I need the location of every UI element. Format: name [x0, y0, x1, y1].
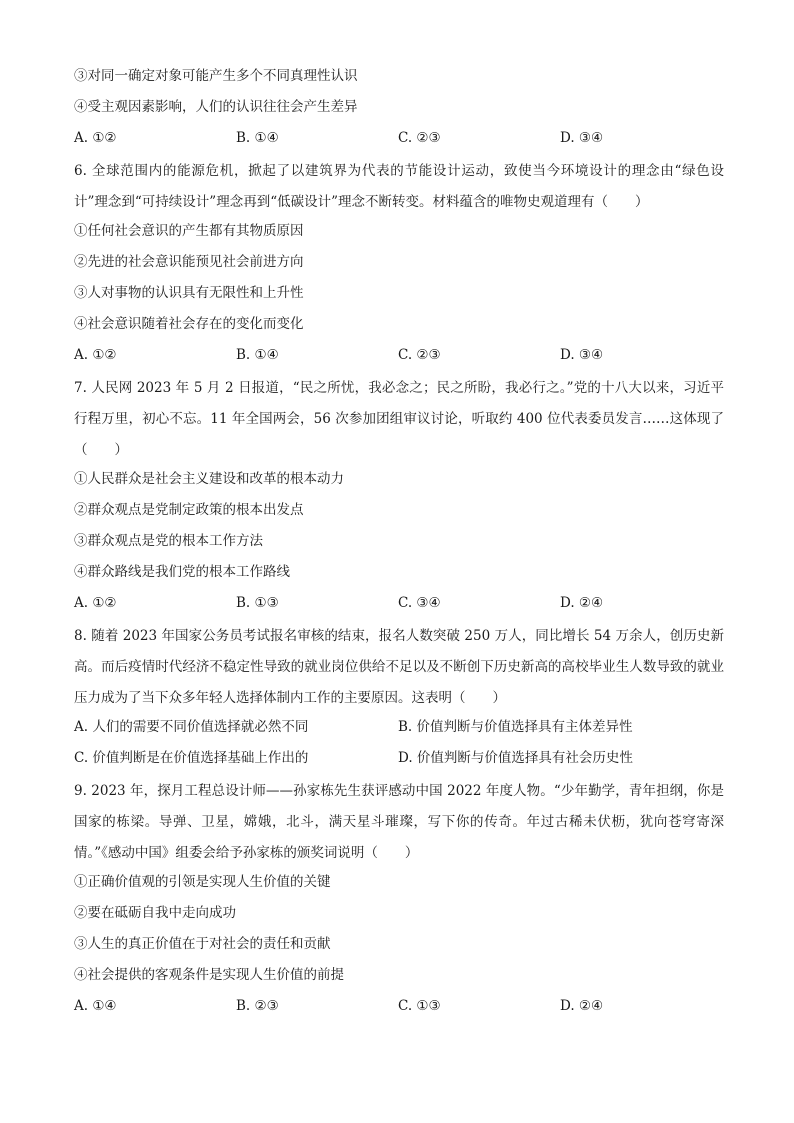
q9-option-d[interactable]: D. ②④ — [560, 998, 604, 1014]
q5-options — [74, 125, 724, 156]
q6-option-c[interactable]: C. ②③ — [398, 347, 441, 363]
q6-statement-4: ④社会意识随着社会存在的变化而变化 — [74, 316, 304, 332]
q8-option-c[interactable]: C. 价值判断是在价值选择基础上作出的 — [74, 750, 309, 766]
q7-statement-4: ④群众路线是我们党的根本工作路线 — [74, 564, 290, 580]
q7-statement-1: ①人民群众是社会主义建设和改革的根本动力 — [74, 471, 344, 487]
q7-statement-3: ③群众观点是党的根本工作方法 — [74, 533, 263, 549]
q6-stem: 6. 全球范围内的能源危机，掀起了以建筑界为代表的节能设计运动，致使当今环境设计的理念由“绿色设计”理念到“可持续设计”理念再到“低碳设计”理念不断转变。材料蕴含的唯物史观道理有（ ） — [74, 163, 724, 210]
q6-option-b[interactable]: B. ①④ — [236, 347, 279, 363]
q5-statement-3: ③对同一确定对象可能产生多个不同真理性认识 — [74, 68, 358, 84]
q7-option-c[interactable]: C. ③④ — [398, 595, 441, 611]
q9-statement-2: ②要在砥砺自我中走向成功 — [74, 905, 236, 921]
q6-statement-3: ③人对事物的认识具有无限性和上升性 — [74, 285, 304, 301]
q9-option-b[interactable]: B. ②③ — [236, 998, 279, 1014]
q6-option-d[interactable]: D. ③④ — [560, 347, 604, 363]
q9-stem: 9. 2023 年，探月工程总设计师——孙家栋先生获评感动中国 2022 年度人物。“少年勤学，青年担纲，你是国家的栋梁。导弹、卫星，嫦娥，北斗，满天星斗璀璨，写下你的传奇。年过古稀未伏枥，犹向苍穹寄深情。”《感动中国》组委会给予孙家栋的颁奖词说明（ ） — [74, 783, 724, 861]
q6-statement-1: ①任何社会意识的产生都有其物质原因 — [74, 223, 304, 239]
q8-stem: 8. 随着 2023 年国家公务员考试报名审核的结束，报名人数突破 250 万人，同比增长 54 万余人，创历史新高。而后疫情时代经济不稳定性导致的就业岗位供给不足以及不断创下历史新高的高校毕业生人数导致的就业压力成为了当下众多年轻人选择体制内工作的主要原因。这表明（ ） — [74, 628, 724, 706]
q7-option-b[interactable]: B. ①③ — [236, 595, 279, 611]
q9-statement-3: ③人生的真正价值在于对社会的责任和贡献 — [74, 936, 331, 952]
q7-stem: 7. 人民网 2023 年 5 月 2 日报道，“民之所忧，我必念之；民之所盼，我必行之。”党的十八大以来，习近平行程万里，初心不忘。11 年全国两会，56 次参加团组审议讨论，听取约 400 位代表委员发言……这体现了（ ） — [74, 380, 724, 458]
q7-options — [74, 590, 724, 621]
q9-option-c[interactable]: C. ①③ — [398, 998, 441, 1014]
q5-option-a[interactable]: A. ①② — [74, 130, 117, 146]
q5-option-d[interactable]: D. ③④ — [560, 130, 604, 146]
q9-statement-4: ④社会提供的客观条件是实现人生价值的前提 — [74, 967, 344, 983]
q9-option-a[interactable]: A. ①④ — [74, 998, 117, 1014]
q6-statement-2: ②先进的社会意识能预见社会前进方向 — [74, 254, 304, 270]
q8-option-b[interactable]: B. 价值判断与价值选择具有主体差异性 — [398, 719, 633, 735]
q8-options-row-2 — [74, 745, 724, 776]
q7-option-d[interactable]: D. ②④ — [560, 595, 604, 611]
q7-statement-2: ②群众观点是党制定政策的根本出发点 — [74, 502, 304, 518]
q8-options-row-1 — [74, 714, 724, 745]
q5-statement-4: ④受主观因素影响，人们的认识往往会产生差异 — [74, 99, 358, 115]
q9-statement-1: ①正确价值观的引领是实现人生价值的关键 — [74, 874, 331, 890]
q5-option-b[interactable]: B. ①④ — [236, 130, 279, 146]
exam-page — [74, 63, 724, 1024]
q9-options — [74, 993, 724, 1024]
q8-option-d[interactable]: D. 价值判断与价值选择具有社会历史性 — [398, 750, 633, 766]
q5-option-c[interactable]: C. ②③ — [398, 130, 441, 146]
q7-option-a[interactable]: A. ①② — [74, 595, 117, 611]
q6-option-a[interactable]: A. ①② — [74, 347, 117, 363]
q8-option-a[interactable]: A. 人们的需要不同价值选择就必然不同 — [74, 719, 309, 735]
q6-options — [74, 342, 724, 373]
